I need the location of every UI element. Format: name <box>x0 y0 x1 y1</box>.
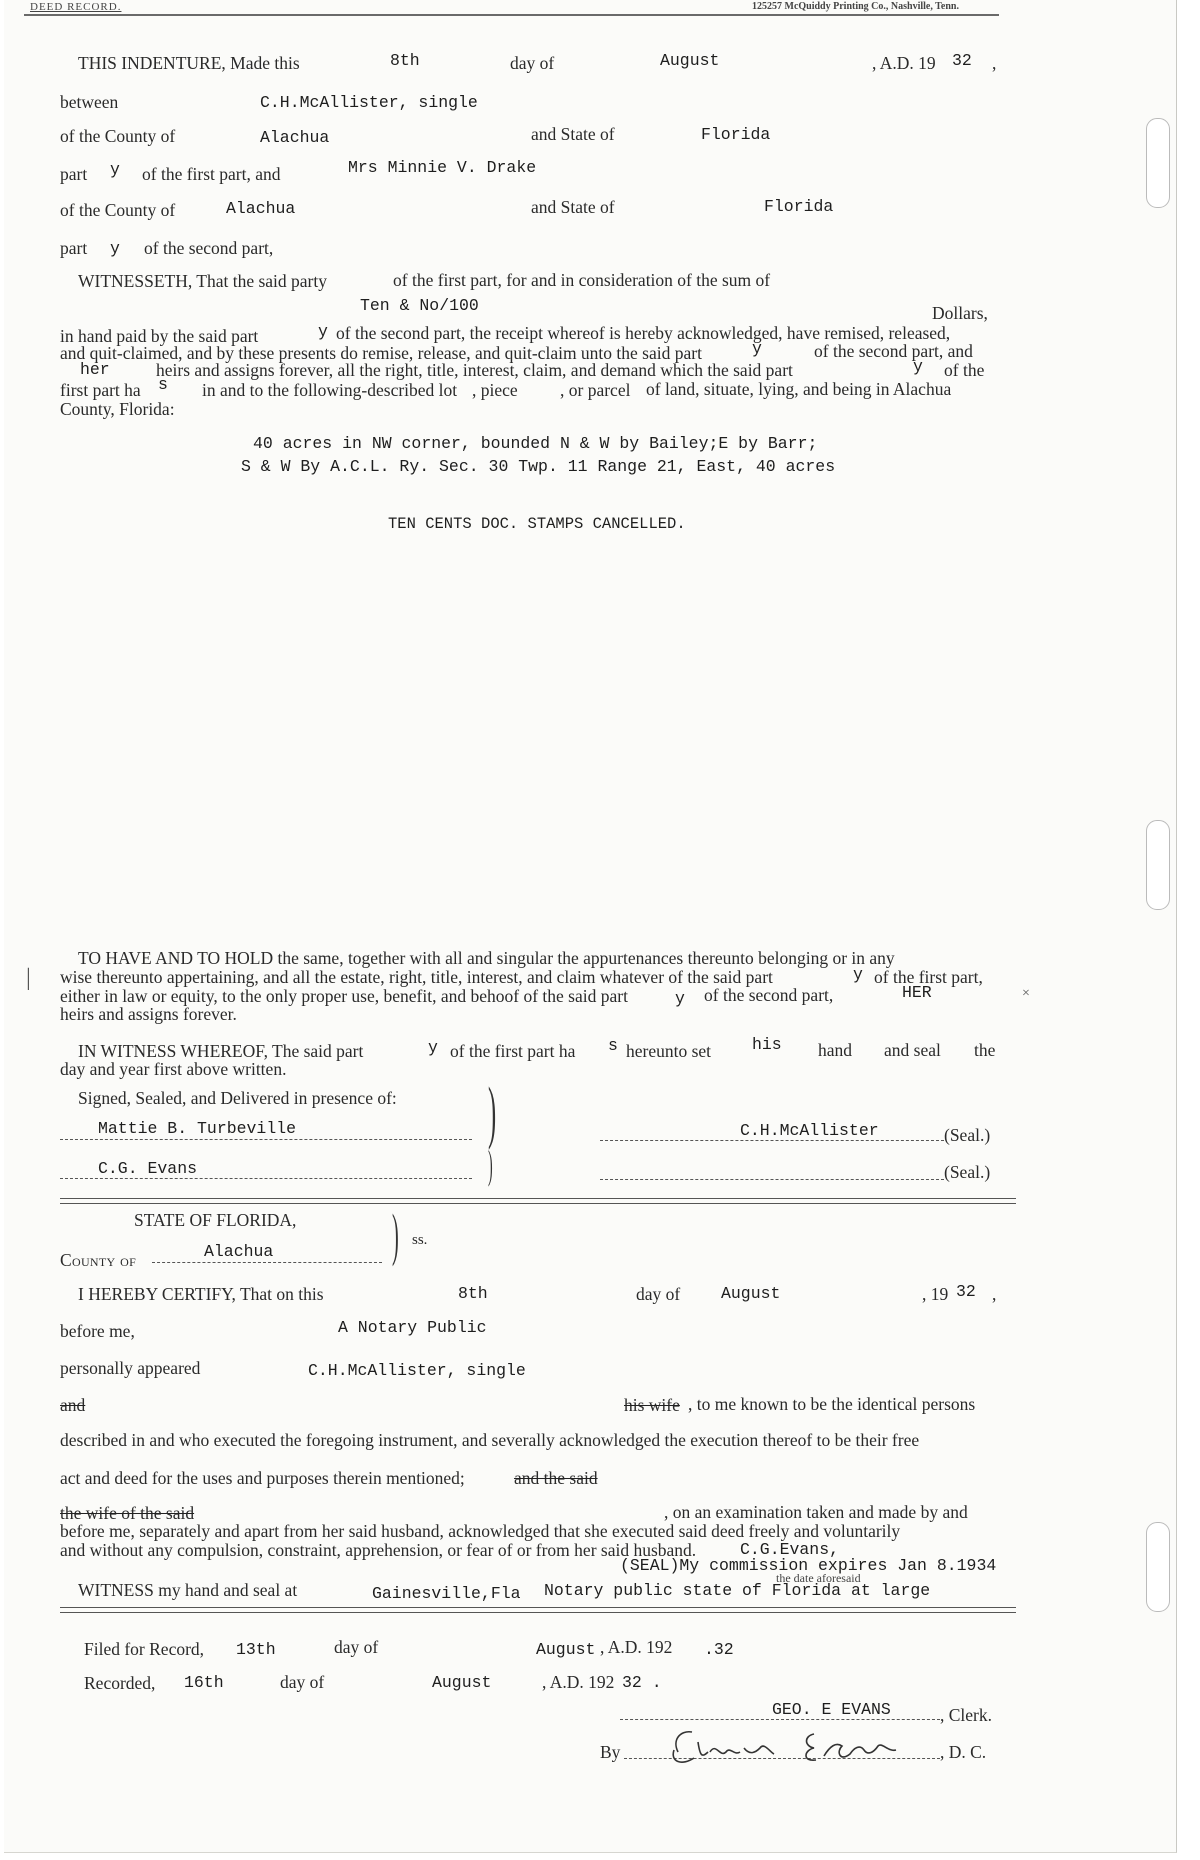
para1-parcel: , or parcel <box>560 380 631 400</box>
recorded-day: 16th <box>184 1673 224 1692</box>
ack-notary-name: C.G.Evans, <box>740 1540 840 1559</box>
margin-tick-left: | <box>26 965 31 991</box>
ack-his-wife-struck: his wife <box>624 1395 680 1415</box>
ack-day-of: day of <box>636 1284 681 1304</box>
para1-line1: in hand paid by the said part <box>60 326 259 346</box>
ack-known-text: , to me known to be the identical persons <box>688 1394 976 1414</box>
grantee-state: Florida <box>764 197 834 216</box>
witness-clause-s: s <box>608 1036 618 1055</box>
deed-year-comma: , <box>992 53 997 73</box>
ack-brace: ) <box>392 1202 399 1267</box>
witness1-line <box>60 1139 472 1140</box>
doc-stamps-note: TEN CENTS DOC. STAMPS CANCELLED. <box>388 515 686 533</box>
habendum-line1: TO HAVE AND TO HOLD the same, together with all and singular the appurtenances thereunto belonging or in any <box>78 948 895 968</box>
grantee-name: Mrs Minnie V. Drake <box>348 158 537 177</box>
witness2-line <box>60 1178 472 1179</box>
clerk-label: , Clerk. <box>940 1705 993 1725</box>
witness-clause-his: his <box>752 1035 782 1054</box>
filed-label: Filed for Record, <box>84 1639 205 1659</box>
habendum-y2: y <box>675 989 685 1008</box>
para1-line1-y: y <box>318 322 328 341</box>
grantor-signature: C.H.McAllister <box>740 1121 879 1140</box>
section-divider-2b <box>60 1612 1016 1613</box>
para1-line2-y: y <box>752 339 762 358</box>
ack-seal-commission: (SEAL)My commission expires Jan 8.1934 <box>620 1556 997 1575</box>
witness-clause-y: y <box>428 1038 438 1057</box>
habendum-y1: y <box>853 965 863 984</box>
ack-and-said-struck: and the said <box>514 1468 598 1488</box>
ack-ss: ss. <box>412 1232 428 1248</box>
habendum-line2a: wise thereunto appertaining, and all the estate, right, title, interest, and claim whatever of the said part <box>60 967 773 987</box>
grantor-signature-line <box>600 1140 944 1141</box>
filed-month: August <box>536 1640 596 1659</box>
ack-county: Alachua <box>204 1242 274 1261</box>
recorded-ad: , A.D. 192 <box>542 1672 615 1692</box>
ack-wife-struck: the wife of the said <box>60 1503 195 1523</box>
witness-clause-b: of the first part ha <box>450 1041 576 1061</box>
deed-day-of: day of <box>510 53 555 73</box>
first-part-label: part <box>60 164 88 184</box>
habendum-line2b: of the first part, <box>874 967 983 987</box>
ack-county-line <box>152 1262 382 1263</box>
recorded-label: Recorded, <box>84 1673 156 1693</box>
indenture-intro: THIS INDENTURE, Made this <box>78 53 300 73</box>
between-label: between <box>60 92 119 112</box>
ack-notary-title: Notary public state of Florida at large <box>544 1581 931 1600</box>
filed-year: .32 <box>704 1640 734 1659</box>
header-deed-record: DEED RECORD. <box>30 1 122 13</box>
header-printer: 125257 McQuiddy Printing Co., Nashville, Tenn. <box>752 1 959 12</box>
ack-before-me-sep: before me, separately and apart from her said husband, acknowledged that she executed said deed freely and voluntarily <box>60 1521 901 1541</box>
dollars-label: Dollars, <box>932 303 988 323</box>
witness-clause-c: hereunto set <box>626 1041 712 1061</box>
para1-line3: heirs and assigns forever, all the right, title, interest, claim, and demand which the said part <box>156 360 793 380</box>
grantor-state: Florida <box>701 125 771 144</box>
habendum-line4: heirs and assigns forever. <box>60 1004 237 1024</box>
seal-label-2: (Seal.) <box>944 1162 991 1182</box>
witness-brace: ) <box>488 1074 497 1151</box>
ack-month: August <box>721 1284 781 1303</box>
grantor-state-label: and State of <box>531 124 615 144</box>
para1-line5: County, Florida: <box>60 399 175 419</box>
grantor-county-label: of the County of <box>60 126 176 146</box>
filed-day: 13th <box>236 1640 276 1659</box>
binder-hole-middle <box>1146 820 1170 910</box>
binder-hole-top <box>1146 118 1170 208</box>
para1-of-the: of the <box>944 360 985 380</box>
habendum-line3a: either in law or equity, to the only proper use, benefit, and behoof of the said part <box>60 986 628 1006</box>
deputy-clerk-signature <box>664 1722 924 1772</box>
filed-day-of: day of <box>334 1637 379 1657</box>
para1-line3-y: y <box>913 357 923 376</box>
seal-label-1: (Seal.) <box>944 1125 991 1145</box>
margin-x-mark: × <box>1022 986 1030 1001</box>
ack-date-aforesaid: the date aforesaid <box>776 1571 861 1585</box>
witness-clause-a: IN WITNESS WHEREOF, The said part <box>78 1041 364 1061</box>
second-part-y: y <box>110 239 120 258</box>
ack-before-me: before me, <box>60 1321 135 1341</box>
ack-exam-text: , on an examination taken and made by and <box>664 1502 968 1522</box>
second-signature-line <box>600 1179 944 1180</box>
witnesseth-a: WITNESSETH, That the said party <box>78 271 327 291</box>
ack-and-struck: and <box>60 1395 86 1415</box>
land-description-2: S & W By A.C.L. Ry. Sec. 30 Twp. 11 Range 21, East, 40 acres <box>241 457 836 476</box>
by-label: By <box>600 1742 621 1762</box>
binder-hole-bottom <box>1146 1522 1170 1612</box>
ack-person: C.H.McAllister, single <box>308 1361 526 1380</box>
para1-line4a: first part ha <box>60 380 141 400</box>
second-part-text: of the second part, <box>144 238 274 258</box>
ack-year-prefix: , 19 <box>922 1284 949 1304</box>
signed-presence-label: Signed, Sealed, and Delivered in presence of: <box>78 1088 397 1108</box>
grantee-state-label: and State of <box>531 197 615 217</box>
ack-officer: A Notary Public <box>338 1318 487 1337</box>
second-part-label: part <box>60 238 88 258</box>
section-divider-1 <box>60 1198 1016 1199</box>
witness2-name: C.G. Evans <box>98 1159 198 1178</box>
ack-year-comma: , <box>992 1284 997 1304</box>
grantor-name: C.H.McAllister, single <box>260 93 478 112</box>
clerk-name: GEO. E EVANS <box>772 1700 891 1719</box>
ack-state: STATE OF FLORIDA, <box>134 1210 297 1230</box>
ack-without: and without any compulsion, constraint, apprehension, or fear of or from her said husband. <box>60 1540 697 1560</box>
witness1-name: Mattie B. Turbeville <box>98 1119 297 1138</box>
para1-line4b: in and to the following-described lot <box>202 380 458 400</box>
deed-year: 32 <box>952 51 972 70</box>
ack-witness-hand: WITNESS my hand and seal at <box>78 1580 298 1600</box>
grantor-county: Alachua <box>260 128 330 147</box>
deed-record-page <box>4 0 1177 1853</box>
witness-brace-lower: ) <box>488 1142 493 1187</box>
para1-her: her <box>80 360 110 379</box>
witnesseth-b: of the first part, for and in consideration of the sum of <box>393 270 771 290</box>
para1-line2: and quit-claimed, and by these presents do remise, release, and quit-claim unto the said part <box>60 343 702 363</box>
ack-county-label: County of <box>60 1250 137 1270</box>
deed-day: 8th <box>390 51 420 70</box>
para1-line1b: of the second part, the receipt whereof is hereby acknowledged, have remised, released, <box>336 323 951 343</box>
land-description-1: 40 acres in NW corner, bounded N & W by Bailey;E by Barr; <box>253 434 818 453</box>
ack-act-deed: act and deed for the uses and purposes therein mentioned; <box>60 1468 465 1488</box>
ack-described: described in and who executed the foregoing instrument, and severally acknowledged the execution thereof to be their free <box>60 1430 920 1450</box>
consideration-sum: Ten & No/100 <box>360 296 479 315</box>
para1-piece: , piece <box>472 380 518 400</box>
deed-ad: , A.D. 19 <box>872 53 936 73</box>
witness-clause-line2: day and year first above written. <box>60 1059 287 1079</box>
ack-place: Gainesville,Fla <box>372 1584 521 1603</box>
witness-clause-f: the <box>974 1040 996 1060</box>
recorded-day-of: day of <box>280 1672 325 1692</box>
ack-day: 8th <box>458 1284 488 1303</box>
clerk-line <box>620 1719 940 1720</box>
habendum-her: HER <box>902 983 932 1002</box>
para1-line4-s: s <box>158 375 168 394</box>
para1-line2b: of the second part, and <box>814 341 973 361</box>
section-divider-1b <box>60 1203 1016 1204</box>
dc-label: , D. C. <box>940 1742 987 1762</box>
first-part-and: of the first part, and <box>142 164 281 184</box>
section-divider-2 <box>60 1607 1016 1608</box>
habendum-line3b: of the second part, <box>704 985 834 1005</box>
ack-appeared: personally appeared <box>60 1358 201 1378</box>
ack-certify: I HEREBY CERTIFY, That on this <box>78 1284 324 1304</box>
ack-year: 32 <box>956 1282 976 1301</box>
witness-clause-d: hand <box>818 1040 853 1060</box>
para1-line4c: of land, situate, lying, and being in Alachua <box>646 379 952 399</box>
grantee-county-label: of the County of <box>60 200 176 220</box>
first-part-y: y <box>110 160 120 179</box>
recorded-month: August <box>432 1673 492 1692</box>
filed-ad: , A.D. 192 <box>600 1637 673 1657</box>
grantee-county: Alachua <box>226 199 296 218</box>
deed-month: August <box>660 51 720 70</box>
witness-clause-e: and seal <box>884 1040 941 1060</box>
recorded-year: 32 . <box>622 1673 662 1692</box>
